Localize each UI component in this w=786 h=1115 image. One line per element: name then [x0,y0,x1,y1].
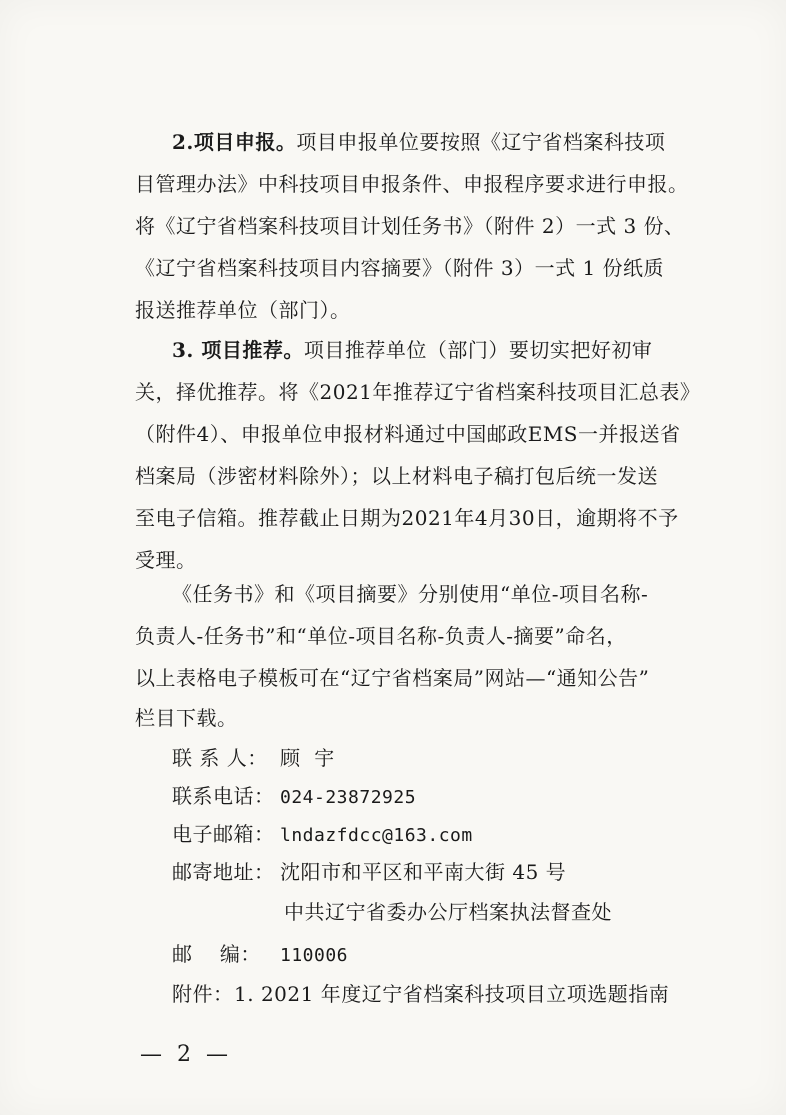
contact-email-row [172,820,473,850]
contact-email-value: lndazfdcc@163.com [280,825,473,846]
contact-address-row [172,858,566,886]
naming-line-4: 栏目下载。 [135,706,238,730]
section-3-line-3: （附件4）、申报单位申报材料通过中国邮政EMS一并报送省 [135,422,681,446]
section-3-line-2: 关，择优推荐。将《2021年推荐辽宁省档案科技项目汇总表》 [135,380,701,404]
section-3-line-6: 受理。 [135,548,197,572]
section-2-text-1: 项目申报单位要按照《辽宁省档案科技项 [296,130,666,154]
contact-address-line-1: 沈阳市和平区和平南大街 45 号 [280,860,567,884]
contact-person-value: 顾 宇 [280,746,335,770]
contact-address-line-2: 中共辽宁省委办公厅档案执法督查处 [284,900,612,924]
section-3-line-4: 档案局（涉密材料除外）；以上材料电子稿打包后统一发送 [135,464,658,488]
section-3-heading: 3. 项目推荐。 [172,338,304,362]
section-3-line-1 [172,336,652,364]
section-2-line-2: 目管理办法》中科技项目申报条件、申报程序要求进行申报。 [135,172,689,196]
naming-line-3: 以上表格电子模板可在“辽宁省档案局”网站—“通知公告” [135,666,650,690]
section-3-text-1: 项目推荐单位（部门）要切实把好初审 [303,338,653,362]
contact-email-label: 电子邮箱： [172,822,275,846]
contact-phone-row [172,782,416,812]
page-number: — 2 — [140,1042,232,1067]
contact-person-label: 联 系 人： [172,746,268,770]
section-2-heading: 2.项目申报。 [172,130,297,154]
section-2-line-4: 《辽宁省档案科技项目内容摘要》（附件 3）一式 1 份纸质 [135,256,665,280]
section-2-line-1 [172,128,665,156]
section-2-line-3: 将《辽宁省档案科技项目计划任务书》（附件 2）一式 3 份、 [135,214,685,238]
contact-zip-label: 邮 编： [172,942,261,966]
attachment-label: 附件： [172,982,234,1006]
contact-zip-row [172,940,348,970]
naming-line-1: 《任务书》和《项目摘要》分别使用“单位-项目名称- [172,582,649,606]
contact-phone-label: 联系电话： [172,784,275,808]
naming-line-2: 负责人-任务书”和“单位-项目名称-负责人-摘要”命名， [135,624,627,648]
contact-zip-value: 110006 [280,945,349,966]
contact-phone-value: 024-23872925 [280,787,417,808]
section-2-line-5: 报送推荐单位（部门）。 [135,298,351,322]
attachment-row [172,980,669,1008]
attachment-item-1: 1. 2021 年度辽宁省档案科技项目立项选题指南 [234,982,670,1006]
contact-address-label: 邮寄地址： [172,860,275,884]
contact-person-row [172,744,335,772]
section-3-line-5: 至电子信箱。推荐截止日期为2021年4月30日，逾期将不予 [135,506,679,530]
